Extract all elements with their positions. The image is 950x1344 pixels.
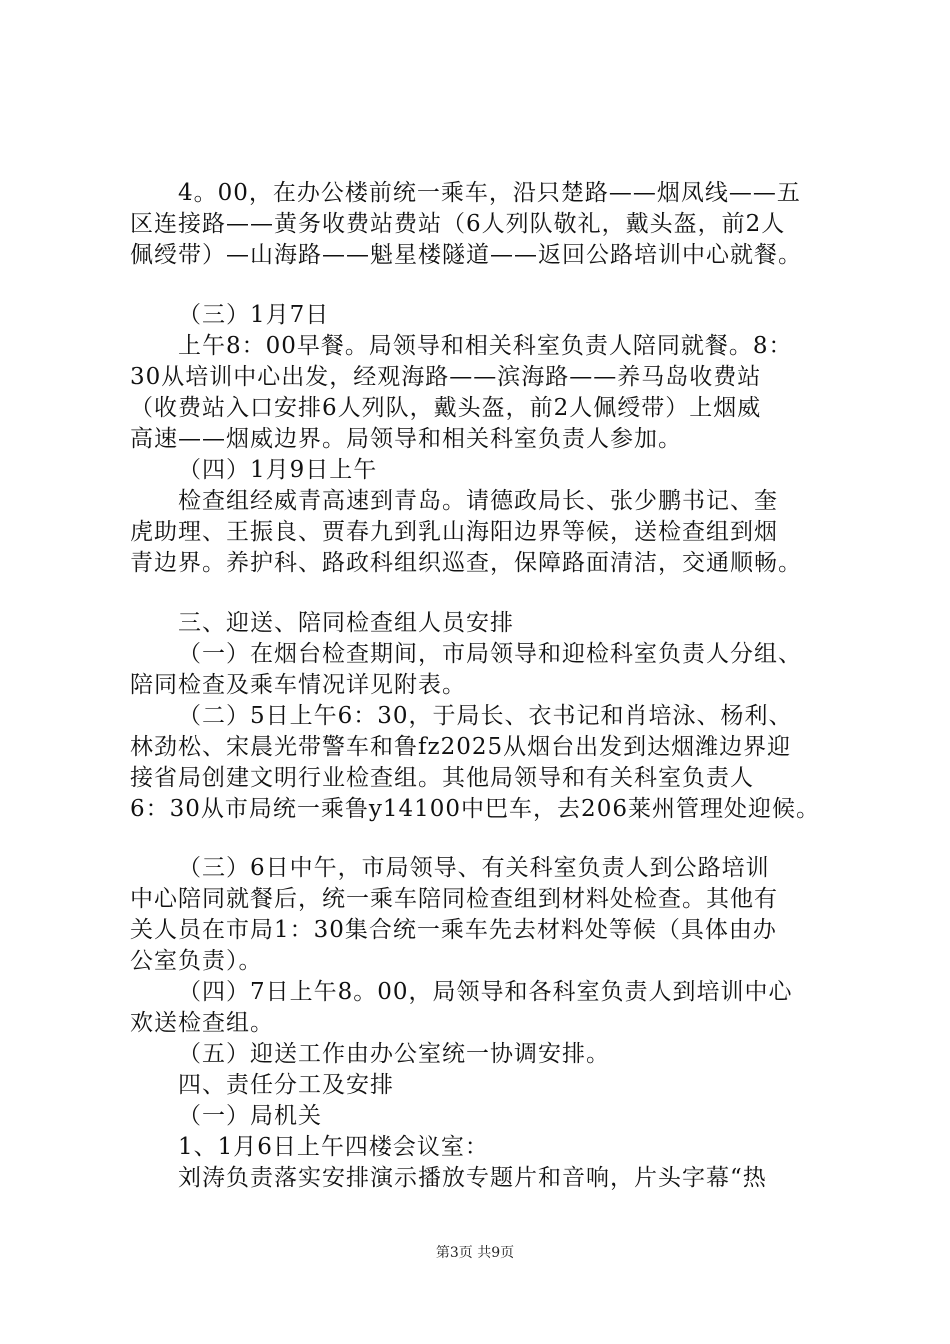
text-line: 陪同检查及乘车情况详见附表。: [130, 672, 466, 698]
text-line: 虎助理、王振良、贾春九到乳山海阳边界等候，送检查组到烟: [130, 519, 778, 545]
text-line: 刘涛负责落实安排演示播放专题片和音响，片头字幕“热: [178, 1165, 767, 1191]
text-line: 1、1月6日上午四楼会议室：: [178, 1134, 489, 1160]
section-heading: （四）1月9日上午: [178, 457, 378, 483]
text-line: （二）5日上午6：30，于局长、衣书记和肖培泳、杨利、: [178, 703, 793, 729]
text-line: 欢送检查组。: [130, 1010, 274, 1036]
section-heading: 三、迎送、陪同检查组人员安排: [178, 610, 514, 636]
text-line: （一）在烟台检查期间，市局领导和迎检科室负责人分组、: [178, 641, 802, 667]
text-line: 佩绶带）—山海路——魁星楼隧道——返回公路培训中心就餐。: [130, 242, 802, 268]
text-line: 关人员在市局1：30集合统一乘车先去材料处等候（具体由办: [130, 917, 777, 943]
text-line: 高速——烟威边界。局领导和相关科室负责人参加。: [130, 426, 682, 452]
text-line: 青边界。养护科、路政科组织巡查，保障路面清洁，交通顺畅。: [130, 550, 802, 576]
text-line: 公室负责）。: [130, 948, 263, 974]
text-line: 检查组经威青高速到青岛。请德政局长、张少鹏书记、奎: [178, 488, 778, 514]
text-line: 区连接路——黄务收费站费站（6人列队敬礼，戴头盔，前2人: [130, 211, 786, 237]
text-line: 30从培训中心出发，经观海路——滨海路——养马岛收费站: [130, 364, 762, 390]
section-heading: 四、责任分工及安排: [178, 1072, 394, 1098]
text-line: 林劲松、宋晨光带警车和鲁fz2025从烟台出发到达烟潍边界迎: [130, 734, 792, 760]
section-heading: （一）局机关: [178, 1103, 322, 1129]
text-line: （四）7日上午8。00，局领导和各科室负责人到培训中心: [178, 979, 793, 1005]
text-line: （五）迎送工作由办公室统一协调安排。: [178, 1041, 610, 1067]
page-footer: 第3页 共9页: [435, 1245, 515, 1261]
section-heading: （三）1月7日: [178, 302, 330, 328]
text-line: 接省局创建文明行业检查组。其他局领导和有关科室负责人: [130, 765, 754, 791]
text-line: 上午8：00早餐。局领导和相关科室负责人陪同就餐。8：: [178, 333, 793, 359]
text-line: （收费站入口安排6人列队，戴头盔，前2人佩绶带）上烟威: [130, 395, 762, 421]
text-line: 6：30从市局统一乘鲁y14100中巴车，去206莱州管理处迎候。: [130, 796, 820, 822]
text-line: （三）6日中午，市局领导、有关科室负责人到公路培训: [178, 855, 770, 881]
text-line: 4。00，在办公楼前统一乘车，沿只楚路——烟凤线——五: [178, 180, 801, 206]
text-line: 中心陪同就餐后，统一乘车陪同检查组到材料处检查。其他有: [130, 886, 778, 912]
